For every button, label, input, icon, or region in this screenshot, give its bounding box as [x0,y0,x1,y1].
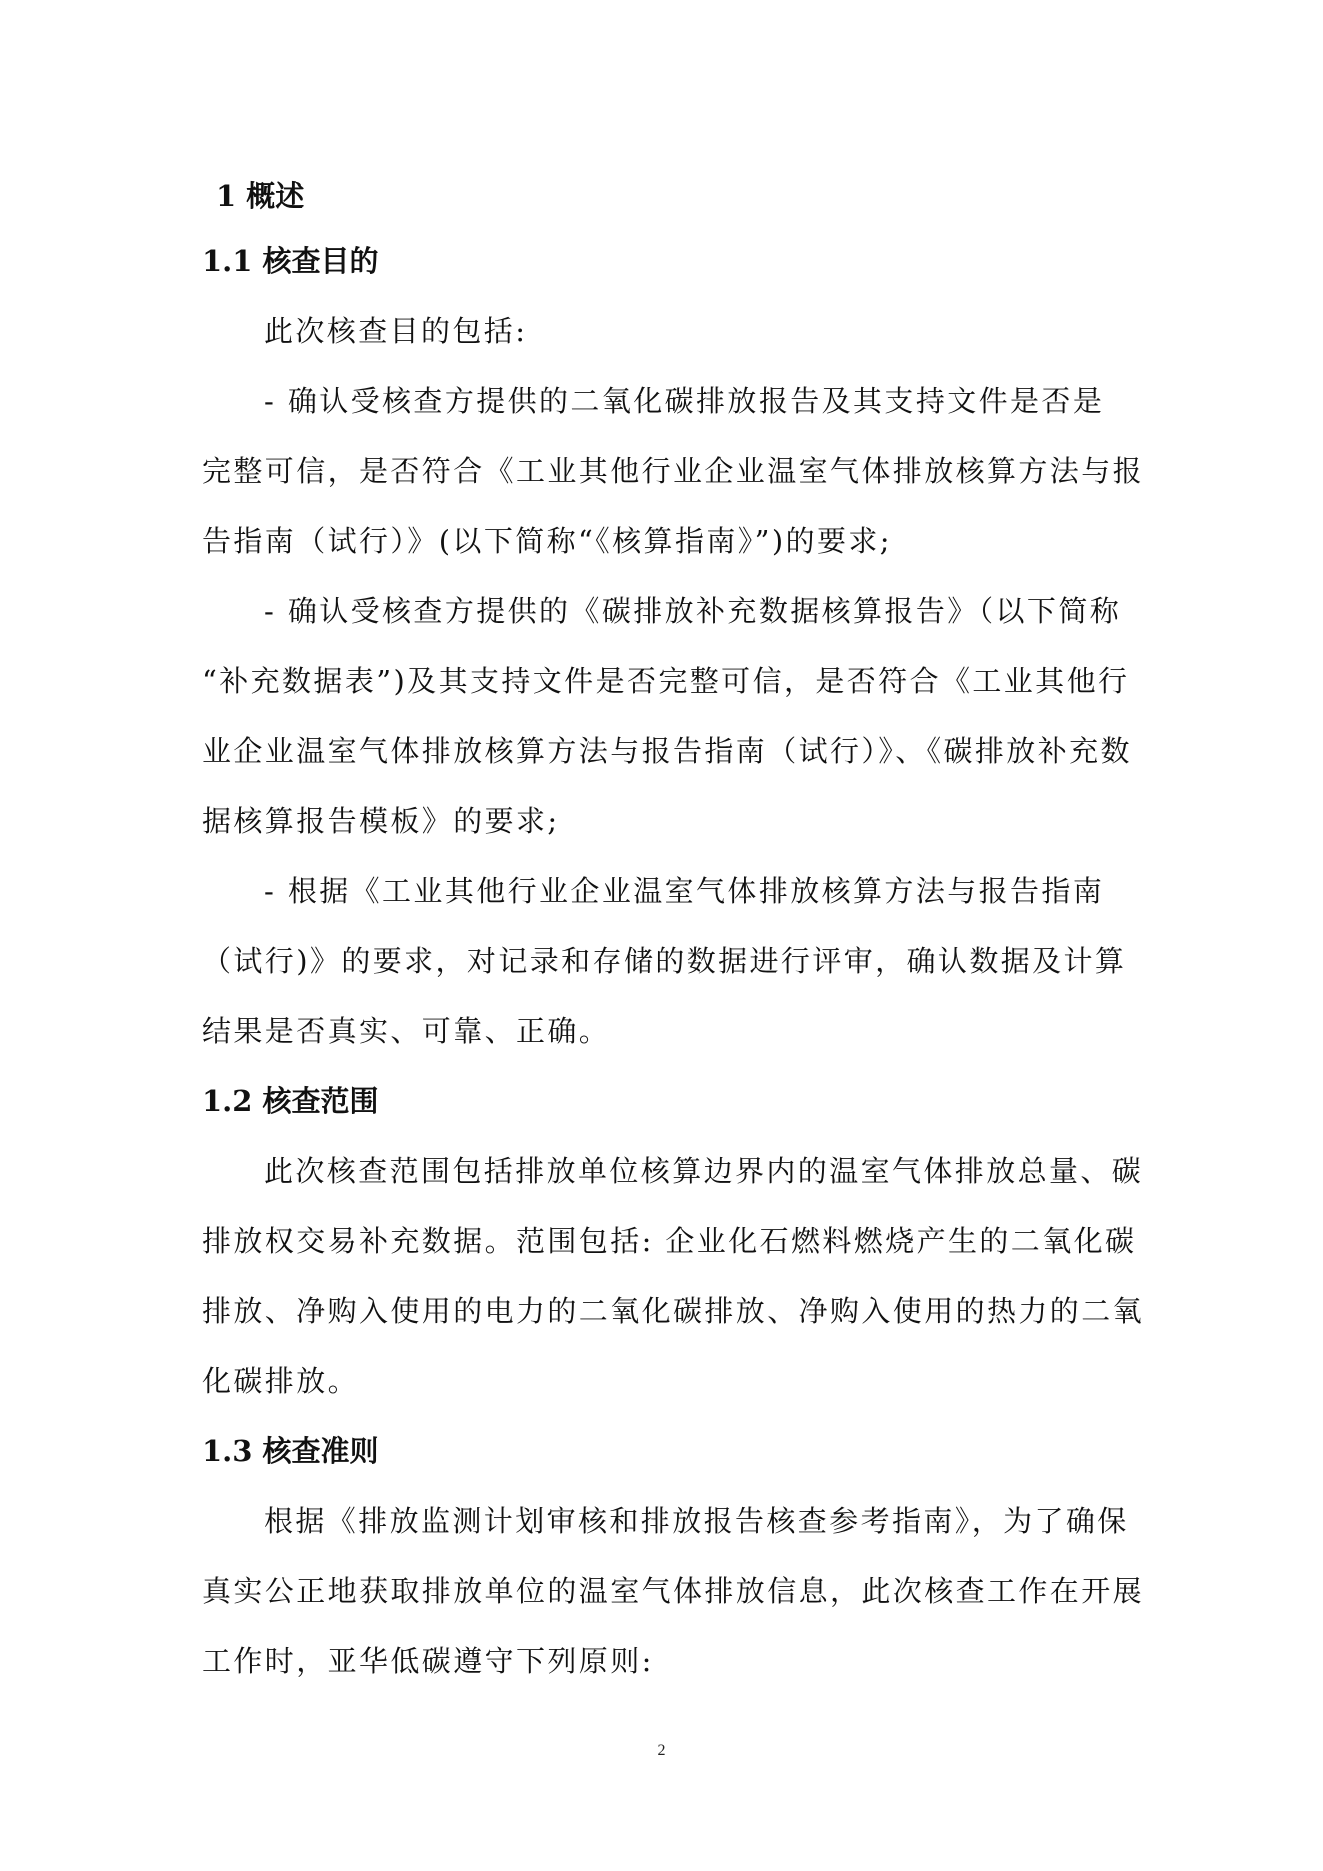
paragraph-line: “补充数据表”)及其支持文件是否完整可信，是否符合《工业其他行 [202,664,1130,698]
paragraph-line: 此次核查目的包括: [264,314,528,348]
section-heading-scope: 1.2 核查范围 [202,1084,379,1118]
section-heading-criteria: 1.3 核查准则 [202,1434,379,1468]
paragraph-line: 排放权交易补充数据。范围包括: 企业化石燃料燃烧产生的二氧化碳 [202,1224,1137,1258]
document-body [202,166,1145,1696]
paragraph-line: （试行)》的要求，对记录和存储的数据进行评审，确认数据及计算 [202,944,1127,978]
paragraph-line: 真实公正地获取排放单位的温室气体排放信息，此次核查工作在开展 [202,1574,1145,1608]
paragraph-line: - 根据《工业其他行业企业温室气体排放核算方法与报告指南 [264,874,1105,908]
paragraph-line: - 确认受核查方提供的二氧化碳排放报告及其支持文件是否是 [264,384,1105,418]
paragraph-line: 结果是否真实、可靠、正确。 [202,1014,611,1048]
paragraph-line: - 确认受核查方提供的《碳排放补充数据核算报告》（以下简称 [264,594,1122,628]
paragraph-line: 排放、净购入使用的电力的二氧化碳排放、净购入使用的热力的二氧 [202,1294,1145,1328]
paragraph-line: 据核算报告模板》的要求; [202,804,560,838]
paragraph-line: 业企业温室气体排放核算方法与报告指南（试行）》、《碳排放补充数 [202,734,1132,768]
section-heading-purpose: 1.1 核查目的 [202,244,379,278]
paragraph-line: 化碳排放。 [202,1364,360,1398]
page-number: 2 [657,1742,666,1759]
paragraph-line: 工作时，亚华低碳遵守下列原则: [202,1644,654,1678]
section-heading-overview: 1 概述 [216,179,305,213]
paragraph-line: 完整可信，是否符合《工业其他行业企业温室气体排放核算方法与报 [202,454,1145,488]
paragraph-line: 此次核查范围包括排放单位核算边界内的温室气体排放总量、碳 [264,1154,1144,1188]
paragraph-line: 告指南（试行）》(以下简称“《核算指南》”)的要求; [202,524,892,558]
paragraph-line: 根据《排放监测计划审核和排放报告核查参考指南》，为了确保 [264,1504,1129,1538]
